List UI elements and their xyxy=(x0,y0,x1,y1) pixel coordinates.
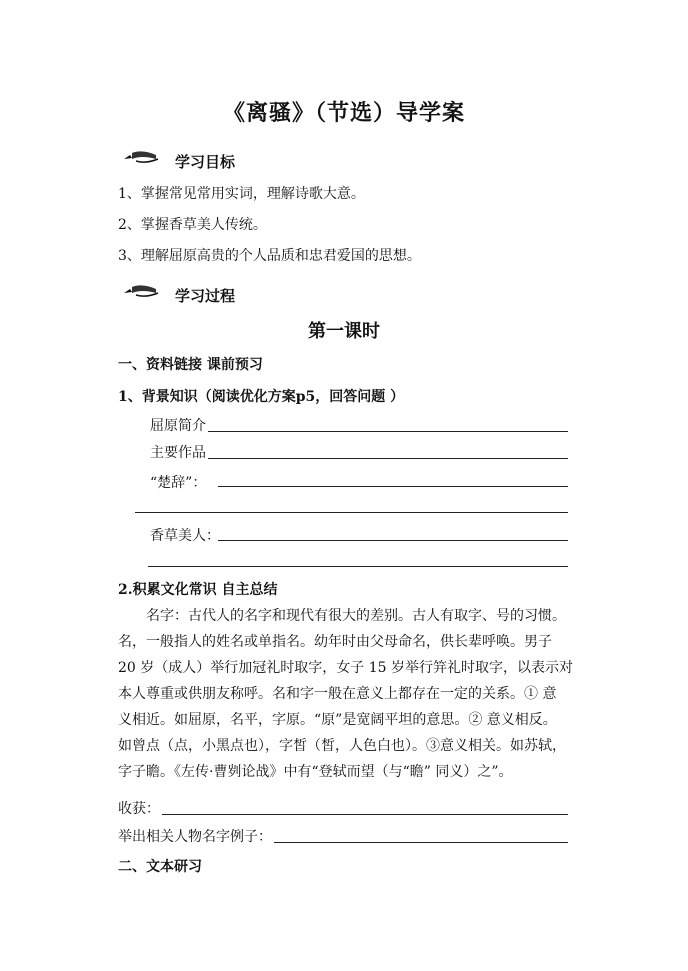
paragraph-line-7: 字子瞻。《左传·曹刿论战》中有“登轼而望（与“瞻” 同义）之”。 xyxy=(118,764,513,780)
culture-knowledge-heading: 2.积累文化常识 自主总结 xyxy=(118,582,278,598)
answer-line-xiangcao[interactable] xyxy=(218,540,568,541)
goal-item-3: 3、理解屈原高贵的个人品质和忠君爱国的思想。 xyxy=(118,248,421,264)
paragraph-line-3: 20 岁（成人）举行加冠礼时取字，女子 15 岁举行笄礼时取字，以表示对 xyxy=(118,660,573,676)
part2-heading: 二、文本研习 xyxy=(118,859,202,875)
answer-line-intro[interactable] xyxy=(208,431,568,432)
harvest-label: 收获： xyxy=(118,801,160,817)
section-goals-label: 学习目标 xyxy=(175,153,236,171)
paragraph-line-5: 义相近。如屈原，名平，字原。“原”是宽阔平坦的意思。② 意义相反。 xyxy=(118,712,557,728)
answer-line-xiangcao-2[interactable] xyxy=(148,566,568,567)
field-label-xiangcao: 香草美人： xyxy=(150,528,220,544)
background-knowledge-heading: 1、背景知识（阅读优化方案p5，回答问题 ） xyxy=(118,389,405,405)
field-label-intro: 屈原简介 xyxy=(150,418,206,434)
answer-line-chuci[interactable] xyxy=(218,486,568,487)
field-label-works: 主要作品 xyxy=(150,445,206,461)
pen-icon xyxy=(122,281,160,301)
answer-line-chuci-2[interactable] xyxy=(135,512,568,513)
pen-icon xyxy=(122,147,160,167)
paragraph-line-6: 如曾点（点，小黑点也），字皙（皙，人色白也）。③意义相关。如苏轼， xyxy=(118,738,566,754)
goal-item-2: 2、掌握香草美人传统。 xyxy=(118,217,267,233)
answer-line-harvest[interactable] xyxy=(162,814,568,815)
part1-heading: 一、资料链接 课前预习 xyxy=(118,357,263,373)
goal-item-1: 1、掌握常见常用实词，理解诗歌大意。 xyxy=(118,186,365,202)
page-title: 《离骚》（节选）导学案 xyxy=(222,100,465,126)
paragraph-line-2: 名，一般指人的姓名或单指名。幼年时由父母命名，供长辈呼唤。男子 xyxy=(118,634,552,650)
paragraph-line-4: 本人尊重或供朋友称呼。名和字一般在意义上都存在一定的关系。① 意 xyxy=(118,686,557,702)
section-process-label: 学习过程 xyxy=(175,287,236,305)
answer-line-works[interactable] xyxy=(208,458,568,459)
period-title: 第一课时 xyxy=(308,321,380,342)
paragraph-line-1: 名字：古代人的名字和现代有很大的差别。古人有取字、号的习惯。 xyxy=(146,608,566,624)
field-label-chuci: “楚辞”： xyxy=(150,475,207,491)
answer-line-example[interactable] xyxy=(274,842,568,843)
example-label: 举出相关人物名字例子： xyxy=(118,829,272,845)
